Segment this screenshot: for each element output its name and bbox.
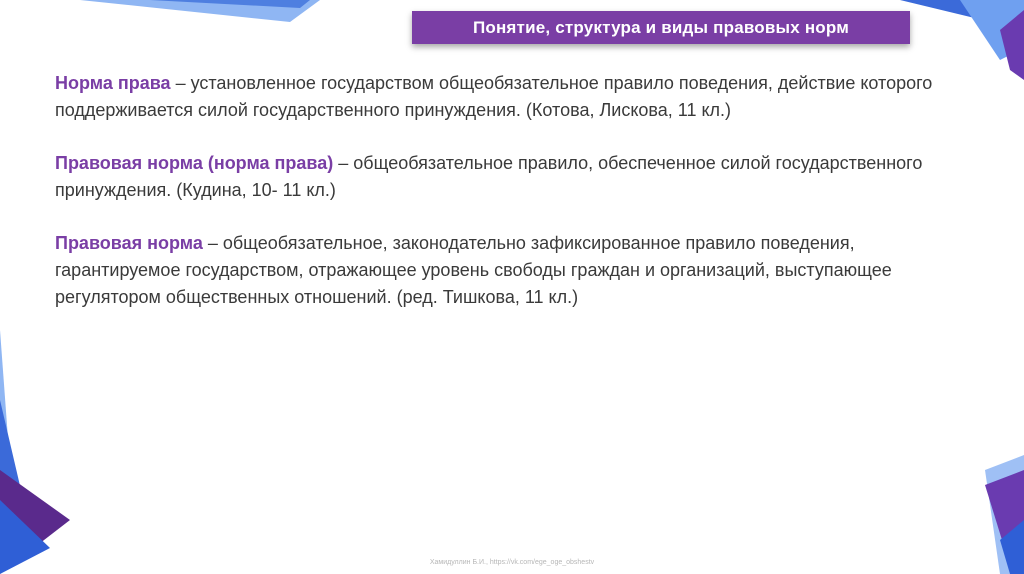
definition-item — [55, 150, 975, 204]
definition-text: – общеобязательное правило, обеспеченное силой государственного принуждения. (Кудина, 10- 11 кл.) — [55, 153, 923, 200]
definitions-list — [55, 70, 975, 337]
slide-title: Понятие, структура и виды правовых норм — [412, 11, 910, 44]
definition-item — [55, 70, 975, 124]
definition-term: Норма права — [55, 73, 171, 93]
definition-text: – общеобязательное, законодательно зафиксированное правило поведения, гарантируемое государством, отражающее уровень свободы граждан и организаций, выступающее регулятором общественных отношений. (ред. Тишкова, 11 кл.) — [55, 233, 892, 307]
definition-term: Правовая норма — [55, 233, 203, 253]
footer-credit: Хамидуллин Б.И., https://vk.com/ege_oge_obshestv — [429, 559, 595, 566]
definition-term: Правовая норма (норма права) — [55, 153, 334, 173]
definition-text: – установленное государством общеобязательное правило поведения, действие которого поддерживается силой государственного принуждения. (Котова, Лискова, 11 кл.) — [55, 73, 933, 120]
definition-item — [55, 230, 975, 311]
